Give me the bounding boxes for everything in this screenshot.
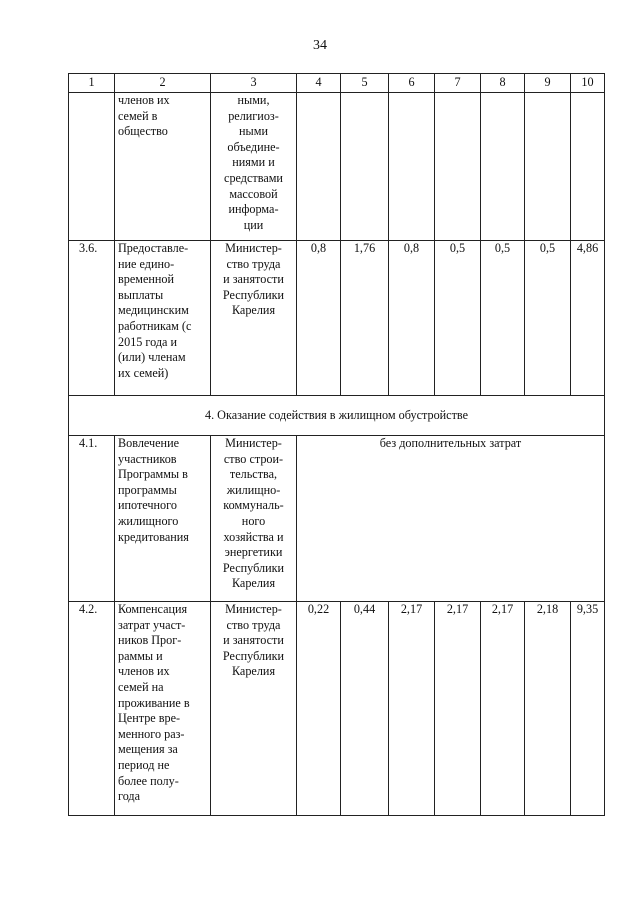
value-cell: 0,44: [341, 602, 389, 816]
value-cell: [389, 93, 435, 241]
value-cell: [571, 93, 605, 241]
value-cell: [481, 93, 525, 241]
table-row: [69, 93, 605, 241]
table-row: [69, 436, 605, 602]
program-measures-table: [68, 73, 605, 816]
value-cell: [525, 93, 571, 241]
measure-text: Предоставле- ние едино- временной выплаты медицинским работникам (с 2015 года и (или) членам их семей): [115, 241, 211, 396]
value-cell: 9,35: [571, 602, 605, 816]
value-cell: 0,8: [297, 241, 341, 396]
row-number: 4.1.: [69, 436, 115, 602]
header-cell: 7: [435, 74, 481, 93]
executor-text: ными, религиоз- ными объедине- ниями и средствами массовой информа- ции: [211, 93, 297, 241]
value-cell: 0,8: [389, 241, 435, 396]
value-cell: 2,17: [389, 602, 435, 816]
header-cell: 5: [341, 74, 389, 93]
header-cell: 10: [571, 74, 605, 93]
value-cell: 0,5: [481, 241, 525, 396]
header-cell: 1: [69, 74, 115, 93]
value-cell: 4,86: [571, 241, 605, 396]
header-cell: 9: [525, 74, 571, 93]
table-row: [69, 241, 605, 396]
value-cell: 2,17: [435, 602, 481, 816]
header-cell: 2: [115, 74, 211, 93]
header-row: [69, 74, 605, 93]
row-number: 3.6.: [69, 241, 115, 396]
value-cell: 2,18: [525, 602, 571, 816]
header-cell: 4: [297, 74, 341, 93]
value-cell: 0,5: [525, 241, 571, 396]
header-cell: 8: [481, 74, 525, 93]
measure-text: Компенсация затрат участ- ников Прог- раммы и членов их семей на проживание в Центре вре- менного раз- мещения за период не более полу- года: [115, 602, 211, 816]
page-number: 34: [313, 38, 327, 53]
value-cell: 0,5: [435, 241, 481, 396]
value-cell: [435, 93, 481, 241]
section-title: 4. Оказание содействия в жилищном обустройстве: [69, 396, 605, 436]
section-row: [69, 396, 605, 436]
value-cell: 2,17: [481, 602, 525, 816]
measure-text: членов их семей в общество: [115, 93, 211, 241]
table-row: [69, 602, 605, 816]
executor-text: Министер- ство труда и занятости Республики Карелия: [211, 241, 297, 396]
value-cell: 0,22: [297, 602, 341, 816]
value-cell: [297, 93, 341, 241]
row-number: 4.2.: [69, 602, 115, 816]
measure-text: Вовлечение участников Программы в программы ипотечного жилищного кредитования: [115, 436, 211, 602]
header-cell: 6: [389, 74, 435, 93]
header-cell: 3: [211, 74, 297, 93]
executor-text: Министер- ство строи- тельства, жилищно- коммуналь- ного хозяйства и энергетики Республики Карелия: [211, 436, 297, 602]
merged-value-cell: без дополнительных затрат: [297, 436, 605, 602]
row-number: [69, 93, 115, 241]
executor-text: Министер- ство труда и занятости Республики Карелия: [211, 602, 297, 816]
value-cell: 1,76: [341, 241, 389, 396]
value-cell: [341, 93, 389, 241]
